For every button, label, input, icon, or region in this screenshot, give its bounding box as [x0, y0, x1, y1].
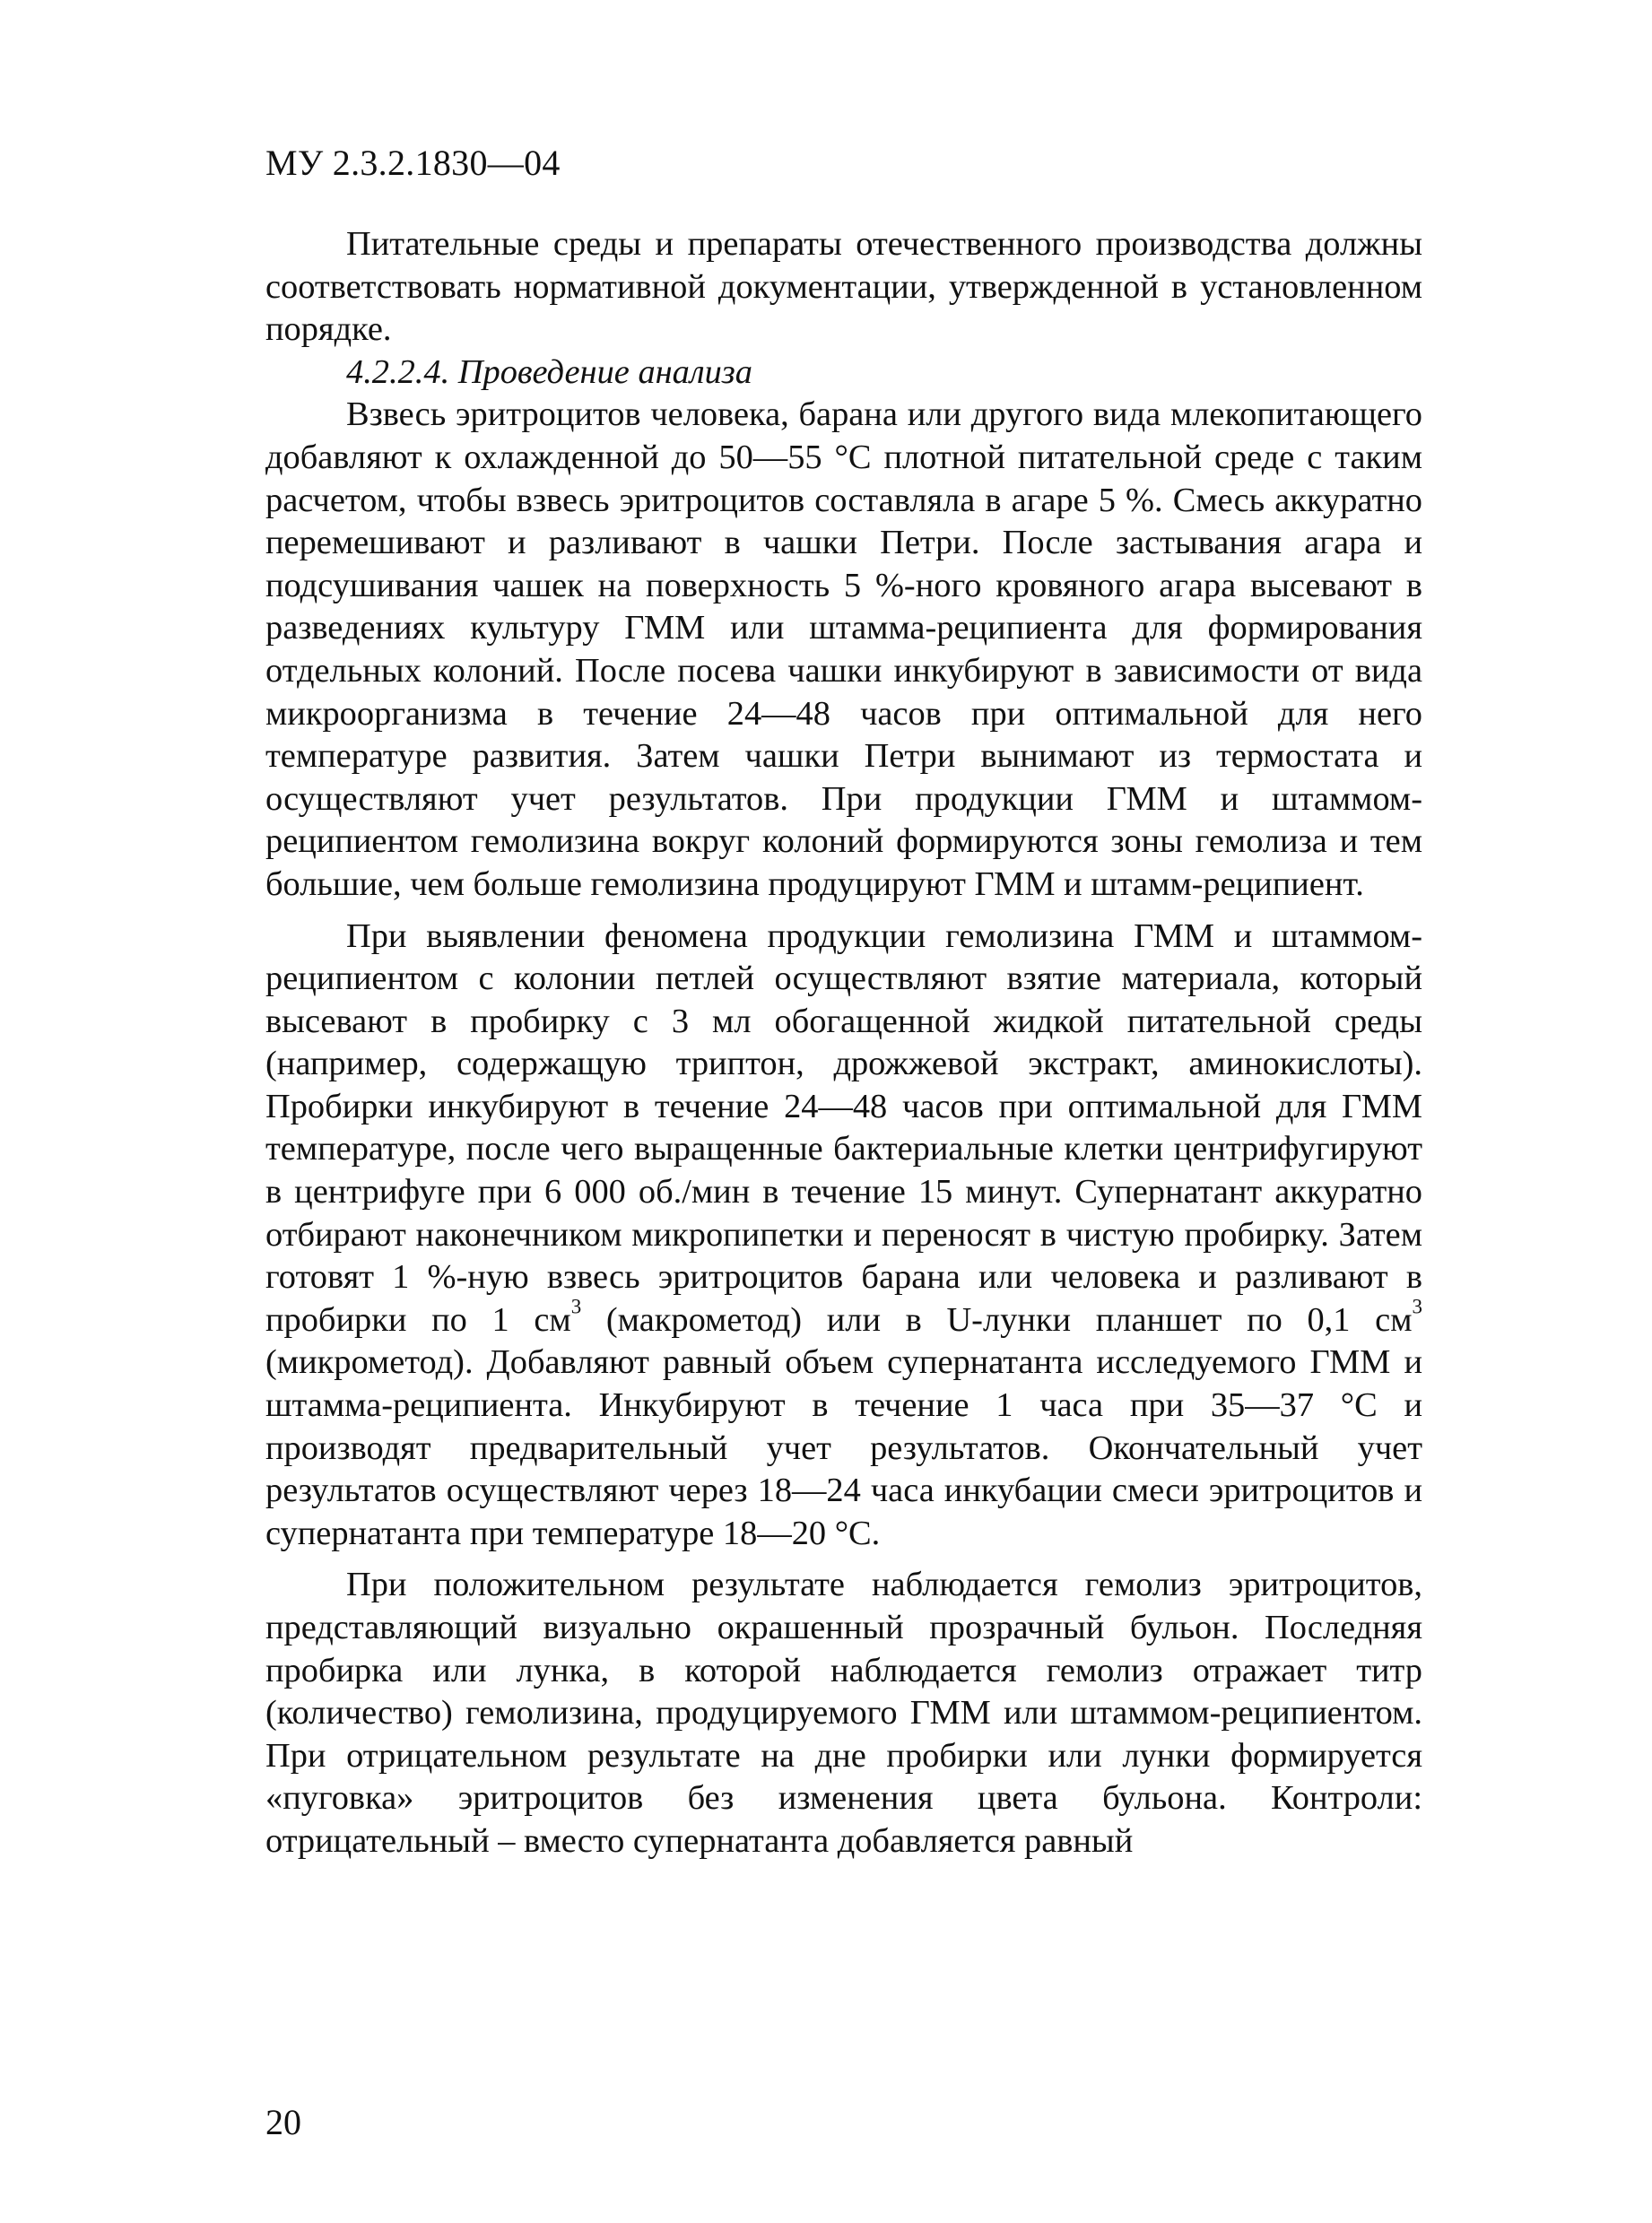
paragraph-segment: (микрометод). Добавляют равный объем супернатанта исследуемого ГММ и штамма-реципиента. Инкубируют в течение 1 часа при 35—37 °С и производят предварительный учет результатов. Окончательный учет результатов осуществляют через 18—24 часа инкубации смеси эритроцитов и супернатанта при температуре 18—20 °С.	[265, 1343, 1422, 1552]
superscript-cube: 3	[570, 1294, 582, 1318]
paragraph-segment: При выявлении феномена продукции гемолизина ГММ и штаммом-реципиентом с колонии петлей осуществляют взятие материала, который высевают в пробирку с 3 мл обогащенной жидкой питательной среды (например, содержащую триптон, дрожжевой экстракт, аминокислоты). Пробирки инкубируют в течение 24—48 часов при оптимальной для ГММ температуре, после чего выращенные бактериальные клетки центрифугируют в центрифуге при 6 000 об./мин в течение 15 минут. Супернатант аккуратно отбирают наконечником микропипетки и переносят в чистую пробирку. Затем готовят 1 %-ную взвесь эритроцитов барана или человека и разливают в пробирки по 1 см	[265, 916, 1422, 1339]
document-code-header: МУ 2.3.2.1830—04	[265, 143, 561, 183]
paragraph-erythrocyte-agar: Взвесь эритроцитов человека, барана или другого вида млекопитающего добавляют к охлажденной до 50—55 °С плотной питательной среде с таким расчетом, чтобы взвесь эритроцитов составляла в агаре 5 %. Смесь аккуратно перемешивают и разливают в чашки Петри. После застывания агара и подсушивания чашек на поверхность 5 %-ного кровяного агара высевают в разведениях культуру ГММ или штамма-реципиента для формирования отдельных колоний. После посева чашки инкубируют в зависимости от вида микроорганизма в течение 24—48 часов при оптимальной для него температуре развития. Затем чашки Петри вынимают из термостата и осуществляют учет результатов. При продукции ГММ и штаммом-реципиентом гемолизина вокруг колоний формируются зоны гемолиза и тем большие, чем больше гемолизина продуцируют ГММ и штамм-реципиент.	[265, 395, 1422, 903]
paragraph-results-interpretation: При положительном результате наблюдается гемолиз эритроцитов, представляющий визуально окрашенный прозрачный бульон. Последняя пробирка или лунка, в которой наблюдается гемолиз отражает титр (количество) гемолизина, продуцируемого ГММ или штаммом-реципиентом. При отрицательном результате на дне пробирки или лунки формируется «пуговка» эритроцитов без изменения цвета бульона. Контроли: отрицательный – вместо супернатанта добавляется равный	[265, 1566, 1422, 1860]
section-heading-analysis: 4.2.2.4. Проведение анализа	[346, 352, 752, 391]
document-body	[265, 223, 1422, 1863]
superscript-cube: 3	[1412, 1294, 1423, 1318]
paragraph-media-requirements: Питательные среды и препараты отечественного производства должны соответствовать нормативной документации, утвержденной в установленном порядке.	[265, 225, 1422, 349]
paragraph-hemolysin-detection	[265, 916, 1422, 1556]
page-number: 20	[265, 2102, 301, 2142]
paragraph-segment: (макрометод) или в U-лунки планшет по 0,1 см	[581, 1300, 1413, 1339]
